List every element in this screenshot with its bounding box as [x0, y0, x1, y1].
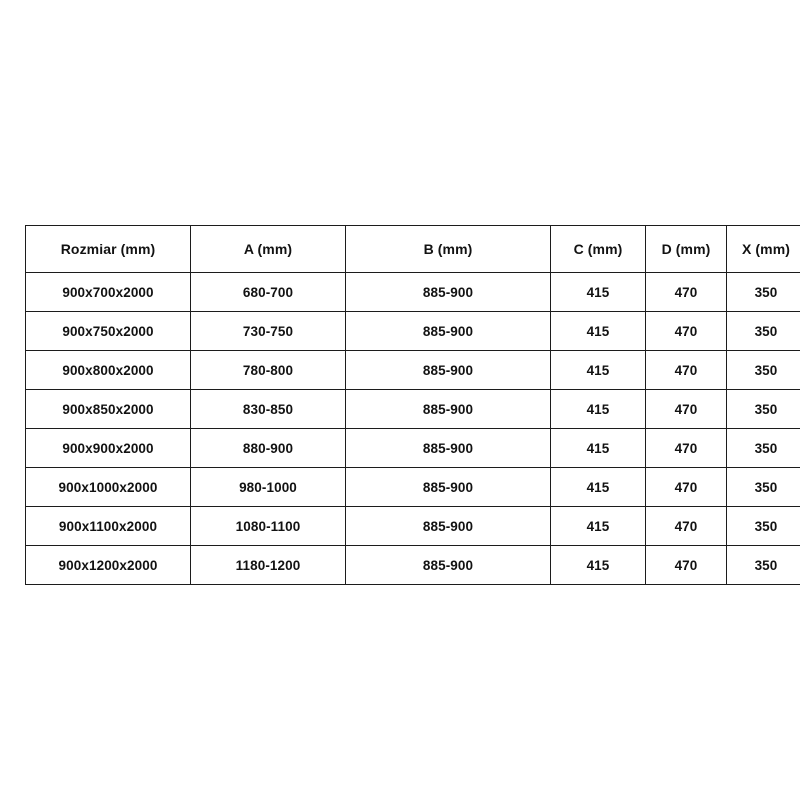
cell-b: 885-900: [346, 273, 551, 312]
cell-c: 415: [551, 429, 646, 468]
cell-size: 900x1000x2000: [26, 468, 191, 507]
cell-d: 470: [646, 312, 727, 351]
cell-d: 470: [646, 429, 727, 468]
cell-c: 415: [551, 351, 646, 390]
cell-c: 415: [551, 312, 646, 351]
table-row: [26, 351, 800, 390]
cell-b: 885-900: [346, 546, 551, 585]
cell-size: 900x900x2000: [26, 429, 191, 468]
table-header-row: [26, 226, 800, 273]
column-header-a: A (mm): [191, 226, 346, 273]
cell-d: 470: [646, 273, 727, 312]
cell-b: 885-900: [346, 468, 551, 507]
cell-b: 885-900: [346, 351, 551, 390]
cell-d: 470: [646, 390, 727, 429]
cell-size: 900x750x2000: [26, 312, 191, 351]
column-header-x: X (mm): [727, 226, 800, 273]
cell-a: 1180-1200: [191, 546, 346, 585]
table-row: [26, 507, 800, 546]
cell-a: 1080-1100: [191, 507, 346, 546]
table-header: [26, 226, 800, 273]
table-row: [26, 312, 800, 351]
column-header-d: D (mm): [646, 226, 727, 273]
cell-size: 900x850x2000: [26, 390, 191, 429]
cell-d: 470: [646, 507, 727, 546]
cell-size: 900x1200x2000: [26, 546, 191, 585]
cell-c: 415: [551, 546, 646, 585]
cell-c: 415: [551, 507, 646, 546]
cell-a: 880-900: [191, 429, 346, 468]
cell-a: 980-1000: [191, 468, 346, 507]
cell-d: 470: [646, 468, 727, 507]
cell-x: 350: [727, 429, 800, 468]
table-row: [26, 429, 800, 468]
table-row: [26, 273, 800, 312]
column-header-size: Rozmiar (mm): [26, 226, 191, 273]
column-header-b: B (mm): [346, 226, 551, 273]
cell-size: 900x800x2000: [26, 351, 191, 390]
cell-x: 350: [727, 546, 800, 585]
table-row: [26, 468, 800, 507]
cell-a: 730-750: [191, 312, 346, 351]
spec-table-container: [25, 225, 791, 585]
cell-c: 415: [551, 468, 646, 507]
column-header-c: C (mm): [551, 226, 646, 273]
cell-a: 830-850: [191, 390, 346, 429]
table-body: [26, 273, 800, 585]
cell-b: 885-900: [346, 429, 551, 468]
cell-b: 885-900: [346, 390, 551, 429]
cell-x: 350: [727, 390, 800, 429]
cell-size: 900x700x2000: [26, 273, 191, 312]
cell-c: 415: [551, 273, 646, 312]
spec-table: [25, 225, 800, 585]
cell-d: 470: [646, 351, 727, 390]
table-row: [26, 390, 800, 429]
cell-a: 680-700: [191, 273, 346, 312]
cell-x: 350: [727, 312, 800, 351]
cell-c: 415: [551, 390, 646, 429]
cell-size: 900x1100x2000: [26, 507, 191, 546]
cell-x: 350: [727, 507, 800, 546]
cell-x: 350: [727, 351, 800, 390]
cell-d: 470: [646, 546, 727, 585]
cell-b: 885-900: [346, 507, 551, 546]
cell-x: 350: [727, 468, 800, 507]
cell-a: 780-800: [191, 351, 346, 390]
cell-b: 885-900: [346, 312, 551, 351]
table-row: [26, 546, 800, 585]
cell-x: 350: [727, 273, 800, 312]
